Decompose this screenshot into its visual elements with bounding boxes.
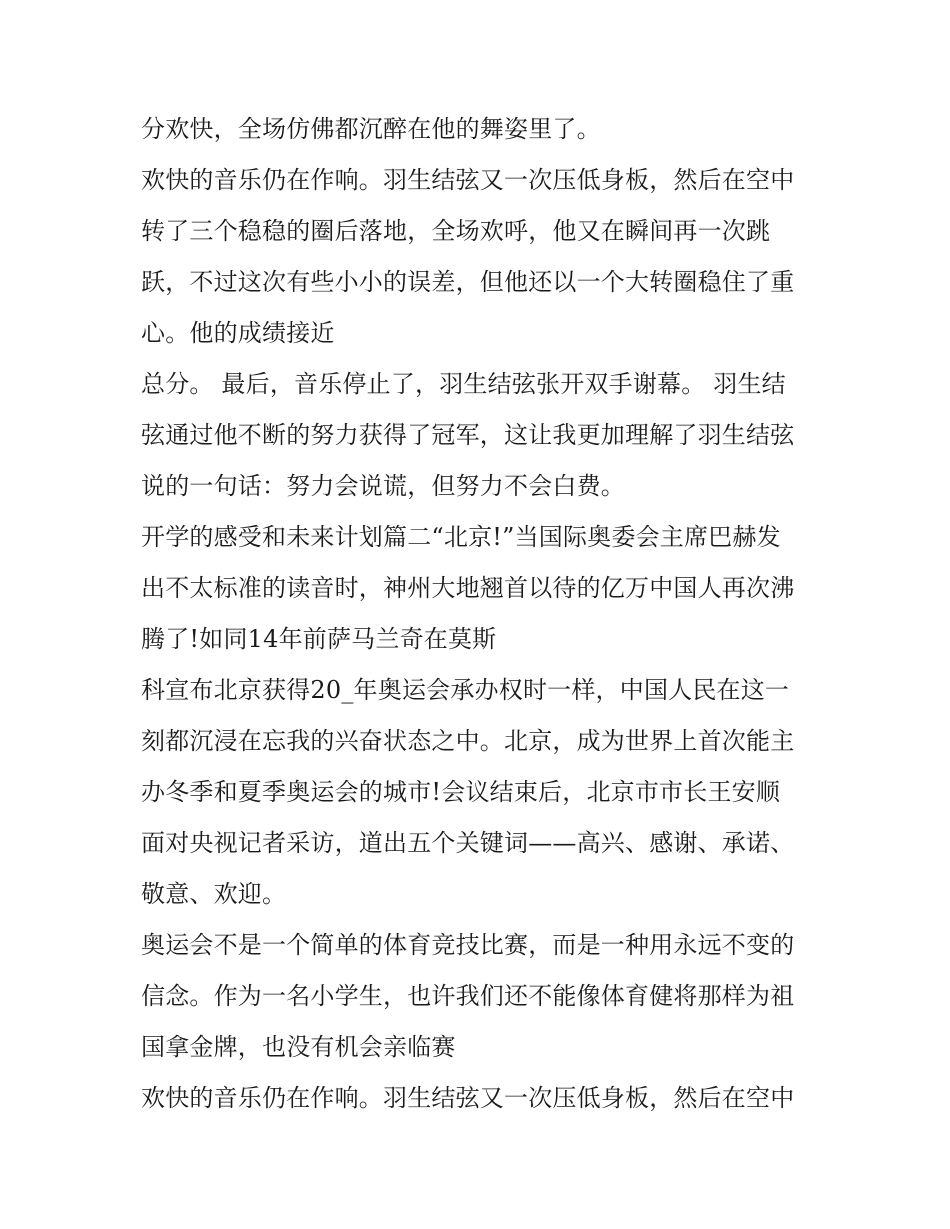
text-line: 欢快的音乐仍在作响。羽生结弦又一次压低身板，然后在空中: [141, 166, 795, 194]
text-line: 科宣布北京获得20_年奥运会承办权时一样，中国人民在这一: [141, 676, 790, 704]
body-text: [141, 104, 841, 1124]
text-line: 敬意、欢迎。: [141, 880, 287, 908]
text-line: 办冬季和夏季奥运会的城市!会议结束后，北京市市长王安顺: [141, 778, 781, 806]
text-line: 面对央视记者采访，道出五个关键词——高兴、感谢、承诺、: [141, 829, 795, 857]
text-line: 刻都沉浸在忘我的兴奋状态之中。北京，成为世界上首次能主: [141, 727, 795, 755]
text-line: 国拿金牌，也没有机会亲临赛: [141, 1033, 456, 1061]
text-line: 信念。作为一名小学生，也许我们还不能像体育健将那样为祖: [141, 982, 795, 1010]
text-line: 总分。 最后，音乐停止了，羽生结弦张开双手谢幕。 羽生结: [141, 370, 786, 398]
text-line: 出不太标准的读音时，神州大地翘首以待的亿万中国人再次沸: [141, 574, 795, 602]
text-line: 奥运会不是一个简单的体育竞技比赛，而是一种用永远不变的: [141, 931, 795, 959]
text-line: 转了三个稳稳的圈后落地，全场欢呼，他又在瞬间再一次跳: [141, 217, 771, 245]
text-line: 开学的感受和未来计划篇二“北京!”当国际奥委会主席巴赫发: [141, 523, 781, 551]
text-line: 跃，不过这次有些小小的误差，但他还以一个大转圈稳住了重: [141, 268, 795, 296]
text-line: 分欢快，全场仿佛都沉醉在他的舞姿里了。: [141, 115, 601, 143]
text-line: 心。他的成绩接近: [141, 319, 335, 347]
text-line: 腾了!如同14年前萨马兰奇在莫斯: [141, 625, 497, 653]
text-line: 弦通过他不断的努力获得了冠军，这让我更加理解了羽生结弦: [141, 421, 795, 449]
text-line: 说的一句话：努力会说谎，但努力不会白费。: [141, 472, 625, 500]
text-line: 欢快的音乐仍在作响。羽生结弦又一次压低身板，然后在空中: [141, 1084, 795, 1112]
